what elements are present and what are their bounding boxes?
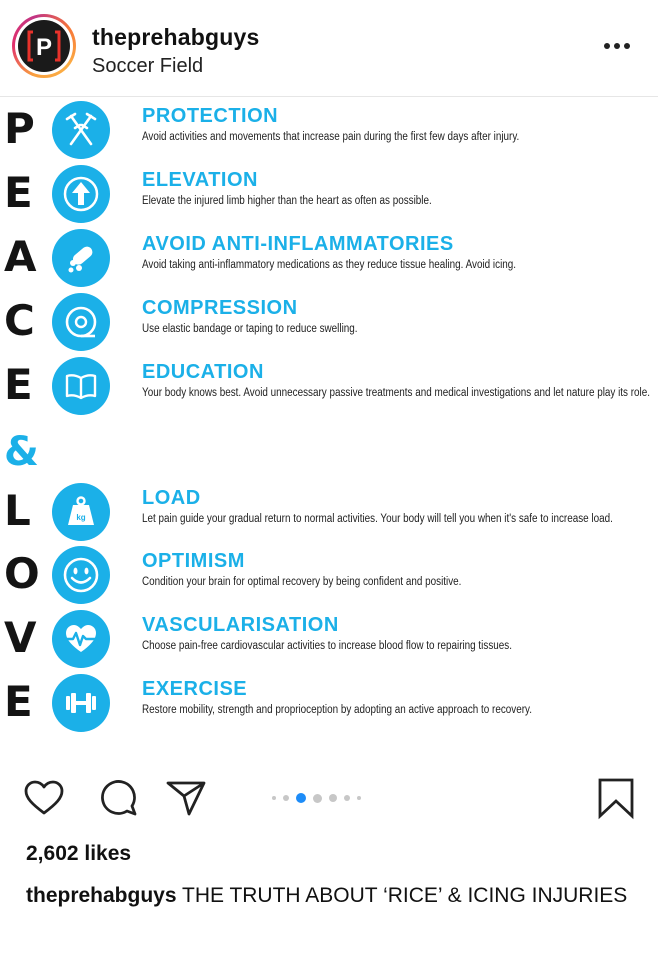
list-item (0, 608, 658, 670)
comment-icon[interactable] (96, 776, 140, 820)
caption-text: THE TRUTH ABOUT ‘RICE’ & ICING INJURIES (176, 884, 628, 907)
dumbbell-icon (52, 674, 110, 732)
item-description: Use elastic bandage or taping to reduce swelling. (142, 323, 358, 335)
acronym-letter: E (4, 677, 33, 726)
list-item (0, 481, 658, 543)
post-image[interactable] (0, 97, 658, 755)
acronym-letter: L (4, 486, 31, 535)
likes-count[interactable]: 2,602 likes (26, 842, 132, 865)
carousel-dot (313, 794, 322, 803)
item-description: Condition your brain for optimal recovery by being confident and positive. (142, 576, 462, 588)
carousel-indicator (272, 792, 361, 804)
list-item (0, 544, 658, 606)
carousel-dot-active (296, 793, 306, 803)
item-description: Choose pain-free cardiovascular activities to increase blood flow to repairing tissues. (142, 640, 512, 652)
heart-icon[interactable] (22, 776, 66, 820)
share-icon[interactable] (164, 776, 208, 820)
acronym-letter: E (4, 168, 33, 217)
list-item (0, 672, 658, 734)
acronym-letter: V (4, 613, 37, 662)
heartbeat-icon (52, 610, 110, 668)
pills-icon (52, 229, 110, 287)
acronym-letter: E (4, 360, 33, 409)
book-icon (52, 357, 110, 415)
smiley-icon (52, 546, 110, 604)
post-username[interactable]: theprehabguys (92, 24, 260, 50)
list-item (0, 355, 658, 417)
list-item (0, 163, 658, 225)
weight-label: kg (76, 513, 86, 522)
carousel-dot (329, 794, 337, 802)
avatar-letter: P (35, 34, 53, 61)
item-description: Avoid activities and movements that increase pain during the first few days after injury. (142, 131, 520, 143)
bookmark-icon[interactable] (594, 776, 638, 820)
brand-logo-icon (24, 26, 64, 66)
item-title: ELEVATION (142, 169, 258, 191)
carousel-dot (283, 795, 289, 801)
item-title: PROTECTION (142, 105, 279, 127)
item-title: VASCULARISATION (142, 614, 339, 636)
carousel-dot (272, 796, 276, 800)
crutches-icon (52, 101, 110, 159)
post-caption (26, 882, 636, 910)
tape-roll-icon (52, 293, 110, 351)
item-description: Let pain guide your gradual return to normal activities. Your body will tell you when it's safe to increase load. (142, 513, 613, 525)
acronym-letter: O (4, 549, 40, 598)
item-description: Avoid taking anti-inflammatory medications as they reduce tissue healing. Avoid icing. (142, 259, 517, 271)
item-title: OPTIMISM (142, 550, 245, 572)
arrow-up-icon (52, 165, 110, 223)
item-description: Your body knows best. Avoid unnecessary passive treatments and medical investigations and let nature play its role. (142, 387, 650, 399)
acronym-letter: P (4, 104, 35, 153)
avatar[interactable] (12, 14, 76, 78)
post-location[interactable]: Soccer Field (92, 55, 204, 77)
list-item (0, 291, 658, 353)
action-bar (0, 770, 658, 830)
acronym-letter: A (4, 232, 37, 281)
item-title: COMPRESSION (142, 297, 298, 319)
item-description: Elevate the injured limb higher than the heart as often as possible. (142, 195, 432, 207)
item-title: EDUCATION (142, 361, 264, 383)
ampersand: & (4, 429, 39, 475)
acronym-letter: C (4, 296, 35, 345)
carousel-dot (357, 796, 361, 800)
list-item (0, 227, 658, 289)
item-title: EXERCISE (142, 678, 248, 700)
carousel-dot (344, 795, 350, 801)
weight-icon (52, 483, 110, 541)
item-title: LOAD (142, 487, 201, 509)
item-title: AVOID ANTI-INFLAMMATORIES (142, 233, 454, 255)
more-options-icon[interactable] (604, 38, 640, 54)
post-header (0, 0, 658, 96)
caption-username[interactable]: theprehabguys (26, 884, 177, 907)
list-item (0, 99, 658, 161)
item-description: Restore mobility, strength and proprioception by adopting an active approach to recovery. (142, 704, 532, 716)
